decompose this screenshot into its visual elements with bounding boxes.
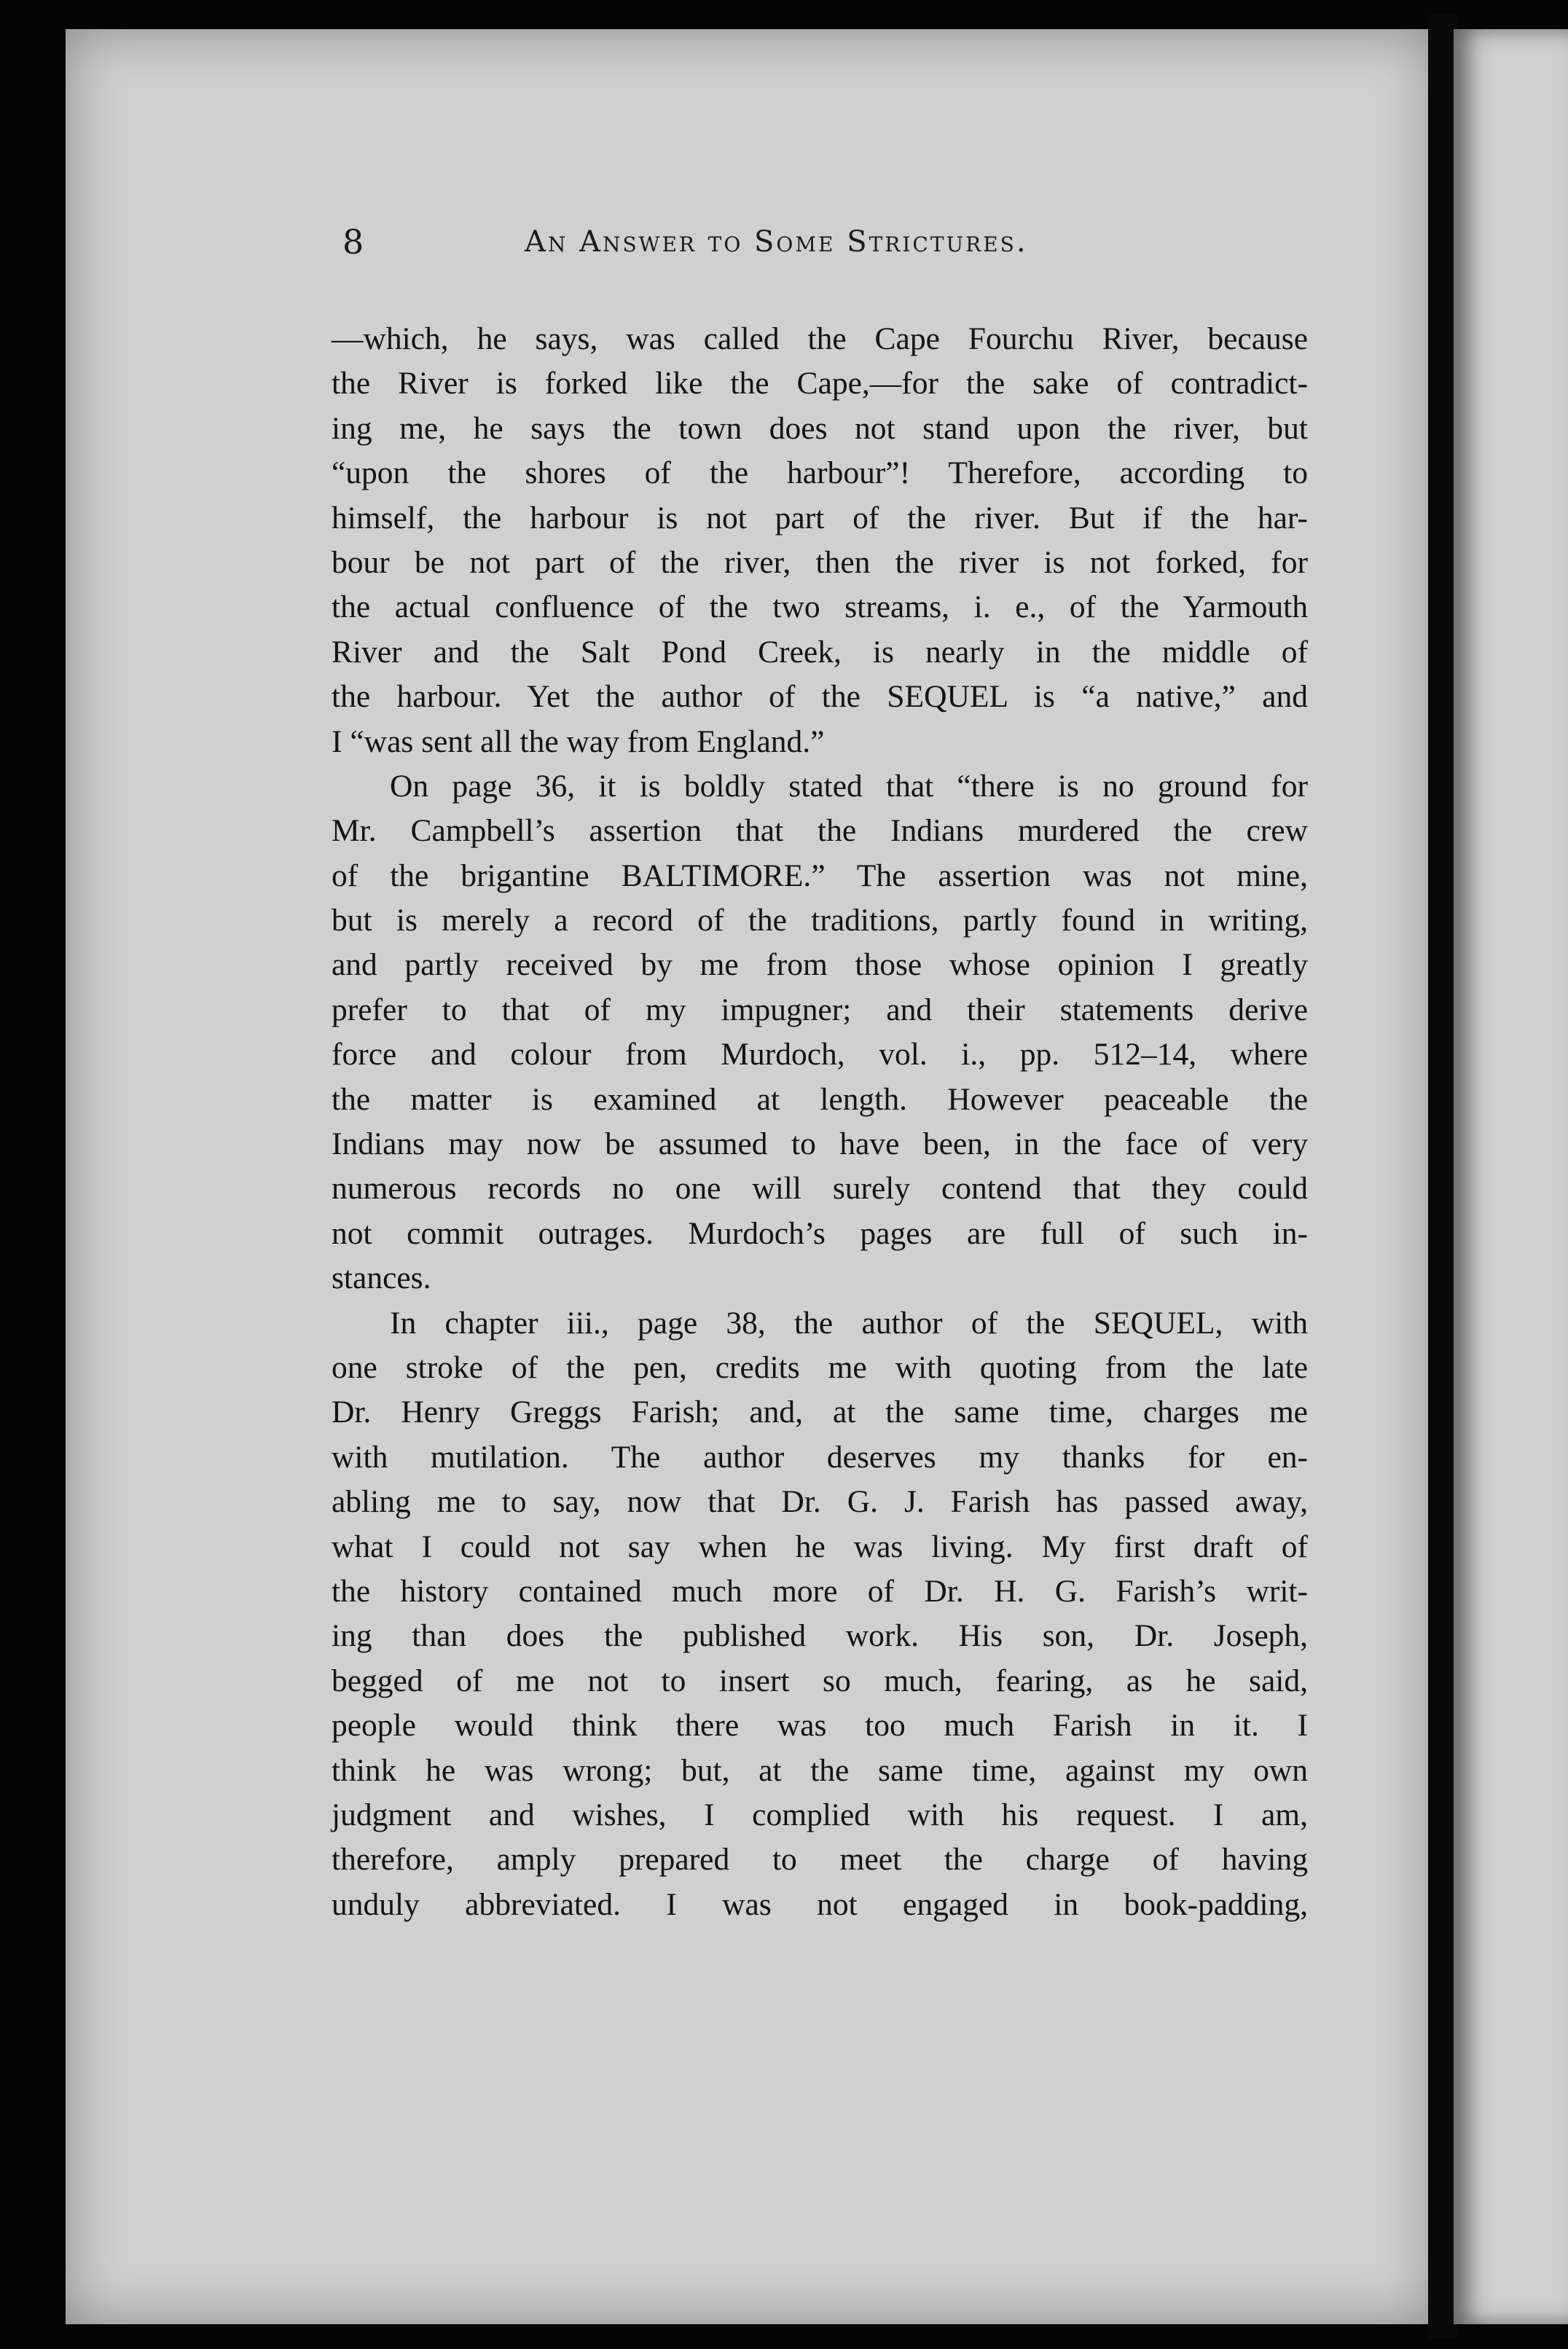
text-line: ing me, he says the town does not stand upon the river, but — [332, 410, 1308, 446]
text-line: the matter is examined at length. However peaceable the — [332, 1081, 1308, 1117]
text-line: judgment and wishes, I complied with his request. I am, — [332, 1797, 1308, 1832]
text-line: the history contained much more of Dr. H. G. Farish’s writ- — [332, 1573, 1308, 1609]
text-line: and partly received by me from those whose opinion I greatly — [332, 947, 1308, 983]
text-line: “upon the shores of the harbour”! Therefore, according to — [332, 455, 1308, 491]
text-line: not commit outrages. Murdoch’s pages are full of such in- — [332, 1215, 1308, 1251]
text-line: one stroke of the pen, credits me with quoting from the late — [332, 1349, 1308, 1385]
text-line: prefer to that of my impugner; and their statements derive — [332, 992, 1308, 1027]
body-text — [332, 317, 1308, 1927]
running-title: An Answer to Some Strictures. — [525, 225, 1028, 259]
text-line: but is merely a record of the traditions, partly found in writing, — [332, 903, 1308, 938]
paragraph-end-line: stances. — [332, 1260, 431, 1296]
text-line: begged of me not to insert so much, fearing, as he said, — [332, 1663, 1308, 1698]
running-head — [328, 222, 1319, 281]
text-line: unduly abbreviated. I was not engaged in book-padding, — [332, 1886, 1308, 1922]
text-line: bour be not part of the river, then the river is not forked, for — [332, 544, 1308, 580]
text-line: Dr. Henry Greggs Farish; and, at the same time, charges me — [332, 1395, 1308, 1430]
text-line: abling me to say, now that Dr. G. J. Farish has passed away, — [332, 1484, 1308, 1520]
page-number: 8 — [342, 222, 364, 262]
text-line: therefore, amply prepared to meet the charge of having — [332, 1842, 1308, 1878]
paragraph-end-line: I “was sent all the way from England.” — [332, 723, 825, 759]
paragraph-start-line: On page 36, it is boldly stated that “there is no ground for — [390, 768, 1308, 804]
text-line: the actual confluence of the two streams, i. e., of the Yarmouth — [332, 589, 1308, 625]
text-line: of the brigantine BALTIMORE.” The assertion was not mine, — [332, 858, 1308, 893]
text-line: River and the Salt Pond Creek, is nearly in the middle of — [332, 634, 1308, 670]
text-line: ing than does the published work. His son, Dr. Joseph, — [332, 1618, 1308, 1654]
text-line: the River is forked like the Cape,—for the sake of contradict- — [332, 366, 1308, 401]
text-line: force and colour from Murdoch, vol. i., pp. 512–14, where — [332, 1037, 1308, 1072]
text-line: Mr. Campbell’s assertion that the Indians murdered the crew — [332, 813, 1308, 849]
text-line: numerous records no one will surely contend that they could — [332, 1171, 1308, 1207]
paragraph-start-line: In chapter iii., page 38, the author of the SEQUEL, with — [390, 1305, 1308, 1341]
text-line: the harbour. Yet the author of the SEQUEL is “a native,” and — [332, 679, 1308, 715]
text-line: himself, the harbour is not part of the river. But if the har- — [332, 500, 1308, 536]
page-gutter — [1428, 15, 1457, 2339]
text-line: people would think there was too much Farish in it. I — [332, 1708, 1308, 1744]
text-line: Indians may now be assumed to have been, in the face of very — [332, 1126, 1308, 1162]
text-line: think he was wrong; but, at the same time, against my own — [332, 1752, 1308, 1788]
facing-page-edge — [1454, 29, 1568, 2324]
text-line: what I could not say when he was living. My first draft of — [332, 1529, 1308, 1564]
text-line: with mutilation. The author deserves my thanks for en- — [332, 1439, 1308, 1475]
text-line: —which, he says, was called the Cape Fourchu River, because — [332, 321, 1308, 356]
